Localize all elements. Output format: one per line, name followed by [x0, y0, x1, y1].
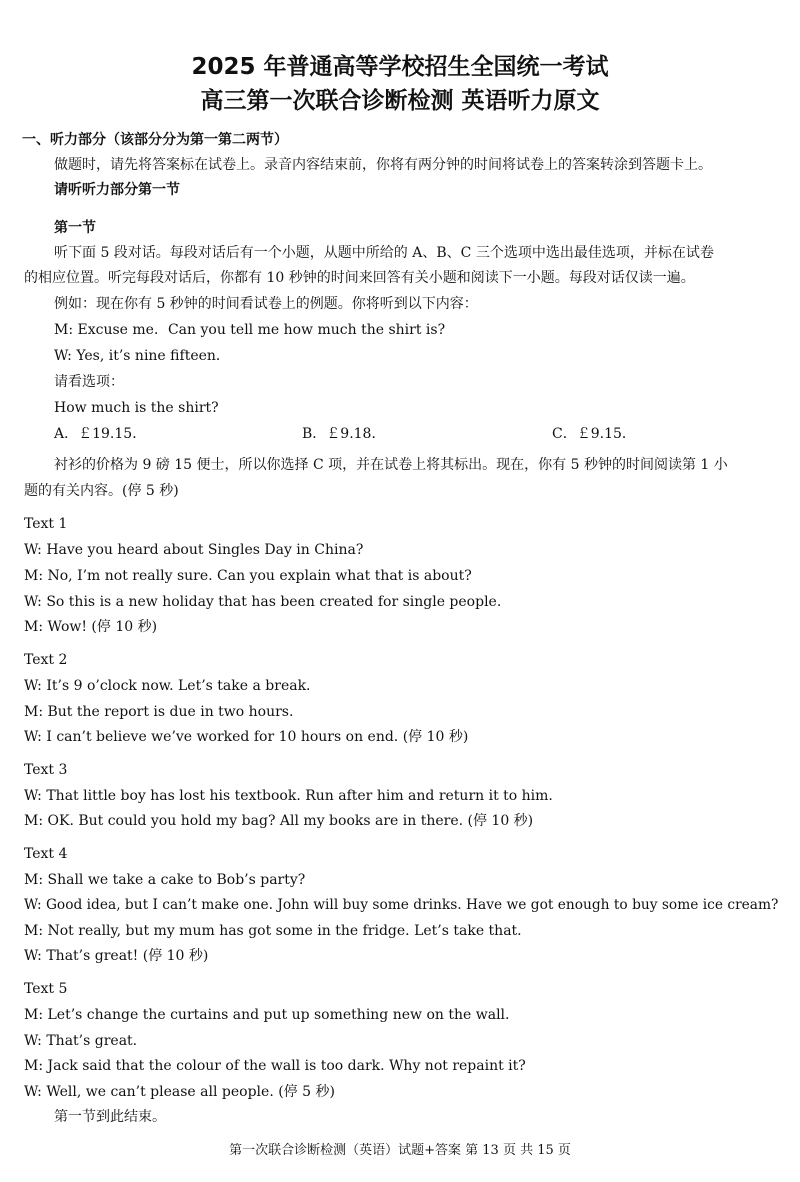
- part-instruction-line-2: 的相应位置。听完每段对话后，你都有 10 秒钟的时间来回答有关小题和阅读下一小题。每段对话仅读一遍。: [24, 270, 695, 286]
- dialogue-line: W: It’s 9 o’clock now. Let’s take a break.: [24, 678, 311, 694]
- play-note: 请听听力部分第一节: [54, 182, 180, 198]
- option-b: B．￡9.18．: [302, 426, 386, 442]
- dialogue-line: W: Well, we can’t please all people. (停 5 秒): [24, 1084, 335, 1100]
- example-dialogue-m: M: Excuse me．Can you tell me how much the shirt is?: [54, 322, 446, 338]
- option-a: A．￡19.15．: [54, 426, 147, 442]
- dialogue-line: M: Jack said that the colour of the wall is too dark. Why not repaint it?: [24, 1058, 526, 1074]
- dialogue-line: M: Wow! (停 10 秒): [24, 619, 158, 635]
- dialogue-line: W: That’s great.: [24, 1033, 138, 1049]
- example-intro: 例如：现在你有 5 秒钟的时间看试卷上的例题。你将听到以下内容：: [54, 296, 478, 312]
- dialogue-line: W: That’s great! (停 10 秒): [24, 948, 209, 964]
- example-question: How much is the shirt?: [54, 400, 219, 416]
- explanation-line-2: 题的有关内容。(停 5 秒): [24, 483, 179, 499]
- option-c: C．￡9.15．: [552, 426, 636, 442]
- section-heading: 一、听力部分（该部分分为第一第二两节）: [22, 132, 288, 148]
- dialogue-line: M: Shall we take a cake to Bob’s party?: [24, 872, 306, 888]
- title-line-2: 高三第一次联合诊断检测 英语听力原文: [200, 88, 600, 114]
- text-label-5: Text 5: [24, 981, 68, 997]
- dialogue-line: M: OK. But could you hold my bag? All my books are in there. (停 10 秒): [24, 813, 534, 829]
- dialogue-line: W: Have you heard about Singles Day in China?: [24, 542, 364, 558]
- page-footer: 第一次联合诊断检测（英语）试题+答案 第 13 页 共 15 页: [229, 1143, 571, 1158]
- dialogue-line: W: I can’t believe we’ve worked for 10 hours on end. (停 10 秒): [24, 729, 469, 745]
- text-label-2: Text 2: [24, 652, 68, 668]
- dialogue-line: M: Not really, but my mum has got some in the fridge. Let’s take that.: [24, 923, 522, 939]
- dialogue-line: M: No, I’m not really sure. Can you explain what that is about?: [24, 568, 472, 584]
- look-options-label: 请看选项：: [54, 374, 124, 390]
- part-end-note: 第一节到此结束。: [54, 1109, 166, 1125]
- text-label-4: Text 4: [24, 846, 68, 862]
- dialogue-line: W: Good idea, but I can’t make one. John will buy some drinks. Have we got enough to buy some ice cream?: [24, 897, 779, 913]
- part-title: 第一节: [54, 220, 96, 236]
- title-line-1: 2025 年普通高等学校招生全国统一考试: [191, 54, 609, 80]
- explanation-line-1: 衬衫的价格为 9 磅 15 便士，所以你选择 C 项，并在试卷上将其标出。现在，你有 5 秒钟的时间阅读第 1 小: [54, 457, 728, 473]
- dialogue-line: M: Let’s change the curtains and put up something new on the wall.: [24, 1007, 510, 1023]
- text-label-1: Text 1: [24, 516, 68, 532]
- instruction-text: 做题时，请先将答案标在试卷上。录音内容结束前，你将有两分钟的时间将试卷上的答案转涂到答题卡上。: [54, 157, 712, 173]
- text-label-3: Text 3: [24, 762, 68, 778]
- example-dialogue-w: W: Yes, it’s nine fifteen．: [54, 348, 230, 364]
- dialogue-line: W: That little boy has lost his textbook. Run after him and return it to him.: [24, 788, 553, 804]
- dialogue-line: M: But the report is due in two hours.: [24, 704, 294, 720]
- part-instruction-line-1: 听下面 5 段对话。每段对话后有一个小题，从题中所给的 A、B、C 三个选项中选出最佳选项，并标在试卷: [54, 245, 714, 261]
- dialogue-line: W: So this is a new holiday that has been created for single people.: [24, 594, 502, 610]
